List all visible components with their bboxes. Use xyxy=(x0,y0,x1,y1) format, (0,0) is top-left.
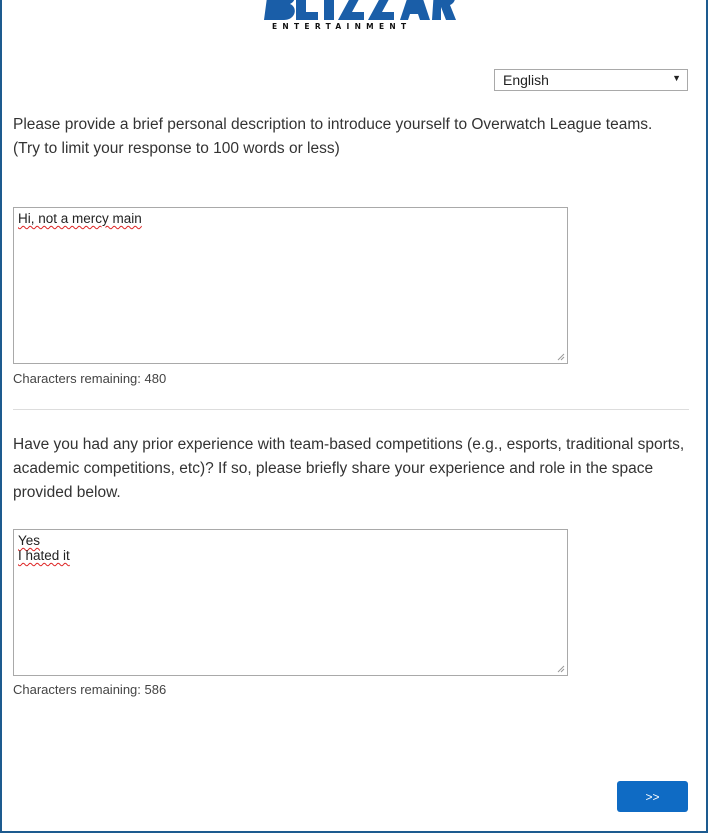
question2-answer-line: I hated it xyxy=(18,548,70,563)
question1-prompt: Please provide a brief personal description to introduce yourself to Overwatch League teams. xyxy=(13,116,653,133)
question1-hint: (Try to limit your response to 100 words or less) xyxy=(13,140,340,157)
section-divider xyxy=(13,409,689,410)
blizzard-logo xyxy=(0,0,708,40)
question2-characters-remaining: Characters remaining: 586 xyxy=(13,682,167,697)
question2-text: Have you had any prior experience with team-based competitions (e.g., esports, traditional sports, academic competitions, etc)? If so, please briefly share your experience and role in the space provided below. xyxy=(13,436,685,501)
resize-grip-icon[interactable] xyxy=(557,353,565,361)
question1-answer-line: Hi, not a mercy main xyxy=(18,211,142,226)
question2-answer-line: Yes xyxy=(18,533,41,548)
blizzard-logo-icon xyxy=(248,0,460,24)
language-select-value: English xyxy=(503,72,549,88)
resize-grip-icon[interactable] xyxy=(557,665,565,673)
logo-subtitle: ENTERTAINMENT xyxy=(272,22,412,31)
language-select[interactable] xyxy=(494,69,688,91)
question1-characters-remaining: Characters remaining: 480 xyxy=(13,371,167,386)
next-button[interactable]: >> xyxy=(617,781,688,812)
caret-down-icon: ▼ xyxy=(672,73,681,83)
question1-textarea[interactable] xyxy=(13,207,568,364)
question2-textarea[interactable] xyxy=(13,529,568,676)
question1-text xyxy=(13,113,683,161)
